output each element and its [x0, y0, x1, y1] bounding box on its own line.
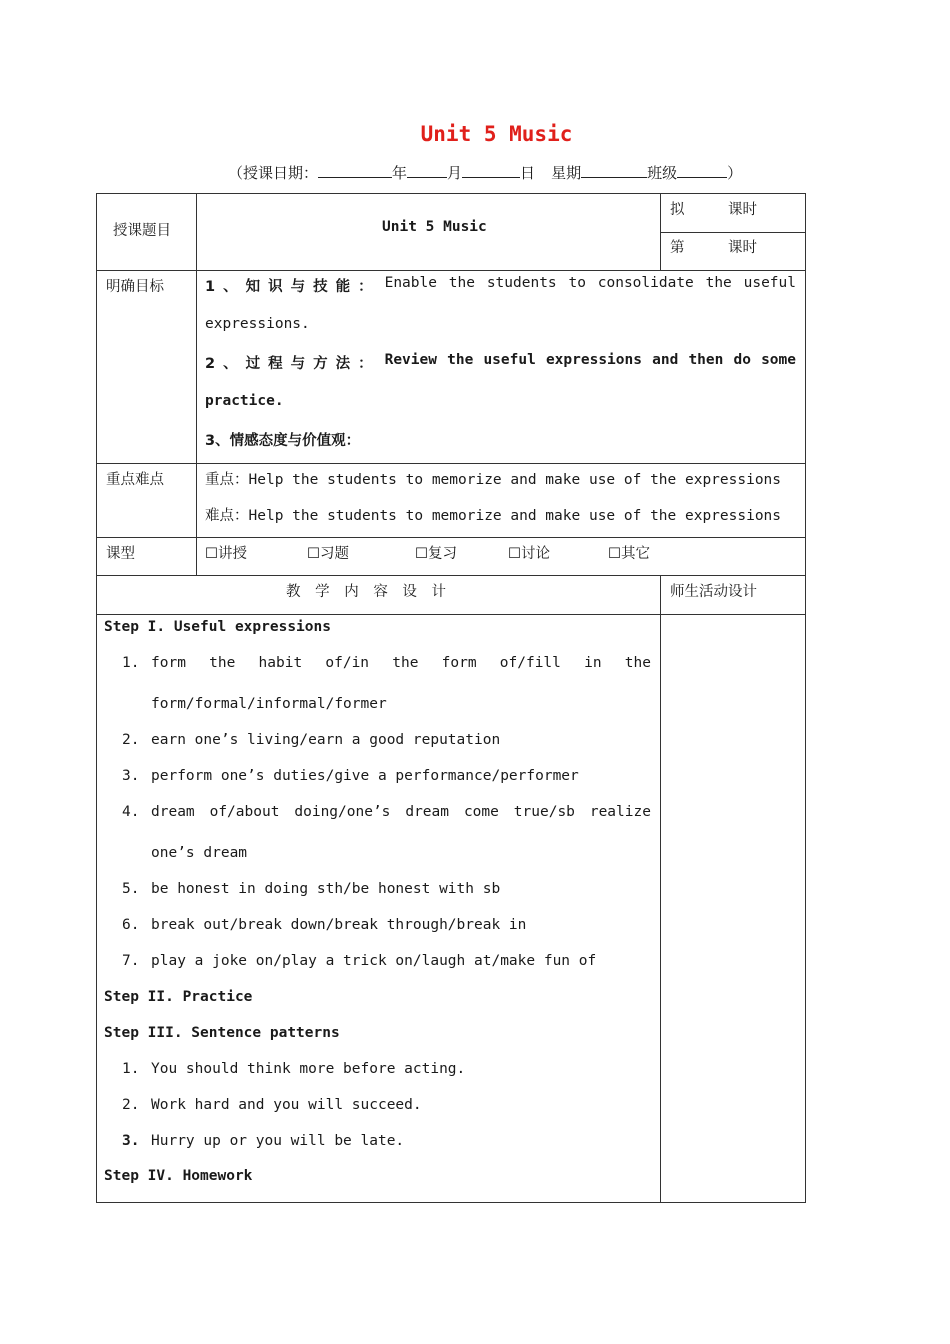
- expression-2-number: 2.: [122, 732, 140, 748]
- objective-1-word: Enable: [384, 275, 437, 291]
- expression-5: be honest in doing sth/be honest with sb: [151, 881, 501, 897]
- objective-1-word: students: [486, 275, 557, 291]
- objective-1-word: consolidate: [597, 275, 694, 291]
- objective-1-word: useful: [743, 275, 796, 291]
- expression-6: break out/break down/break through/break in: [151, 917, 527, 933]
- sentence-3-number: 3.: [122, 1133, 140, 1149]
- expression-1-word: the: [209, 655, 236, 671]
- expression-1-word: of/fill: [499, 655, 561, 671]
- content-header: 教 学 内 容 设 计: [286, 584, 447, 600]
- objective-1-word: the: [705, 275, 732, 291]
- document-title: Unit 5 Music: [420, 122, 573, 146]
- order-label: 第: [670, 240, 685, 256]
- date-weekday: 星期: [551, 164, 582, 182]
- lesson-type-exercise-checkbox[interactable]: ☐习题: [307, 546, 349, 562]
- objectives-label: 明确目标: [106, 279, 164, 295]
- date-blank: [581, 163, 647, 178]
- expression-6-number: 6.: [122, 917, 140, 933]
- step-3-heading: Step III. Sentence patterns: [104, 1025, 340, 1041]
- expression-4-word: dream: [405, 804, 449, 820]
- keypoints-label: 重点难点: [106, 472, 164, 488]
- objective-2-word: some: [761, 352, 796, 368]
- expression-1-word: habit: [258, 655, 303, 671]
- expression-4: [151, 804, 651, 820]
- objective-2-word: then: [688, 352, 724, 368]
- sentence-2-number: 2.: [122, 1097, 140, 1113]
- objective-1-continued: expressions.: [205, 316, 310, 332]
- lesson-type-label: 课型: [106, 546, 135, 562]
- expression-1: [151, 655, 651, 671]
- expression-7: play a joke on/play a trick on/laugh at/make fun of: [151, 953, 597, 969]
- expression-4-word: of/about: [209, 804, 280, 820]
- date-open: （授课日期：: [228, 164, 319, 182]
- date-month: 月: [447, 164, 463, 182]
- lesson-type-lecture-checkbox[interactable]: ☐讲授: [205, 546, 247, 562]
- expression-7-number: 7.: [122, 953, 140, 969]
- objective-1-word: to: [568, 275, 586, 291]
- sentence-3: Hurry up or you will be late.: [151, 1133, 405, 1149]
- expression-1-word: form: [151, 655, 186, 671]
- planned-label: 拟: [670, 202, 685, 218]
- objective-2-word: Review: [384, 352, 437, 368]
- row-divider: [660, 232, 806, 233]
- column-divider: [660, 575, 661, 1203]
- row-divider: [96, 463, 806, 464]
- row-divider: [96, 537, 806, 538]
- objective-2-head: 2、过程与方法：: [205, 356, 381, 372]
- expression-4-word: dream: [151, 804, 195, 820]
- date-class: 班级: [647, 164, 678, 182]
- date-close: ）: [727, 164, 743, 182]
- objective-2-continued: practice.: [205, 393, 284, 409]
- objective-2-word: expressions: [545, 352, 642, 368]
- objective-1: [205, 275, 796, 296]
- row-divider: [96, 614, 806, 615]
- expression-4-word: realize: [589, 804, 651, 820]
- expression-1-word: of/in: [325, 655, 370, 671]
- column-divider: [196, 193, 197, 575]
- lesson-type-other-checkbox[interactable]: ☐其它: [608, 546, 650, 562]
- lesson-type-review-checkbox[interactable]: ☐复习: [415, 546, 457, 562]
- objective-2-word: the: [447, 352, 474, 368]
- date-blank: [462, 163, 520, 178]
- date-year: 年: [392, 164, 408, 182]
- expression-1-word: form: [441, 655, 477, 671]
- date-day: 日: [520, 164, 536, 182]
- sentence-1-number: 1.: [122, 1061, 140, 1077]
- expression-3-number: 3.: [122, 768, 140, 784]
- date-blank: [677, 163, 727, 178]
- sentence-2: Work hard and you will succeed.: [151, 1097, 422, 1113]
- expression-4-word: come: [463, 804, 499, 820]
- expression-4-continued: one’s dream: [151, 845, 248, 861]
- objective-2-word: useful: [483, 352, 536, 368]
- expression-4-number: 4.: [122, 804, 140, 820]
- row-divider: [96, 270, 806, 271]
- step-1-heading: Step I. Useful expressions: [104, 619, 331, 635]
- date-blank: [407, 163, 447, 178]
- column-divider: [660, 193, 661, 270]
- date-line: [228, 162, 742, 183]
- date-blank: [318, 163, 392, 178]
- expression-1-word: in: [584, 655, 602, 671]
- expression-1-number: 1.: [122, 655, 140, 671]
- objective-1-head: 1、知识与技能：: [205, 279, 381, 295]
- expression-1-word: the: [624, 655, 651, 671]
- topic-label: 授课题目: [113, 223, 171, 239]
- objective-2-word: and: [652, 352, 679, 368]
- objective-1-word: the: [448, 275, 475, 291]
- activity-header: 师生活动设计: [670, 584, 757, 600]
- topic-value: Unit 5 Music: [382, 219, 487, 235]
- expression-5-number: 5.: [122, 881, 140, 897]
- difficult-point: 难点：Help the students to memorize and make use of the expressions: [205, 508, 782, 524]
- objective-3: 3、情感态度与价值观：: [205, 433, 361, 449]
- sentence-1: You should think more before acting.: [151, 1061, 466, 1077]
- step-2-heading: Step II. Practice: [104, 989, 253, 1005]
- planned-unit: 课时: [728, 202, 757, 218]
- objective-2: [205, 352, 796, 373]
- objective-2-word: do: [733, 352, 751, 368]
- expression-4-word: true/sb: [513, 804, 575, 820]
- order-unit: 课时: [728, 240, 757, 256]
- expression-3: perform one’s duties/give a performance/performer: [151, 768, 579, 784]
- row-divider: [96, 575, 806, 576]
- expression-1-word: the: [392, 655, 419, 671]
- lesson-type-discussion-checkbox[interactable]: ☐讨论: [508, 546, 550, 562]
- expression-2: earn one’s living/earn a good reputation: [151, 732, 501, 748]
- step-4-heading: Step IV. Homework: [104, 1168, 253, 1184]
- expression-1-continued: form/formal/informal/former: [151, 696, 387, 712]
- key-point: 重点：Help the students to memorize and make use of the expressions: [205, 472, 782, 488]
- expression-4-word: doing/one’s: [294, 804, 391, 820]
